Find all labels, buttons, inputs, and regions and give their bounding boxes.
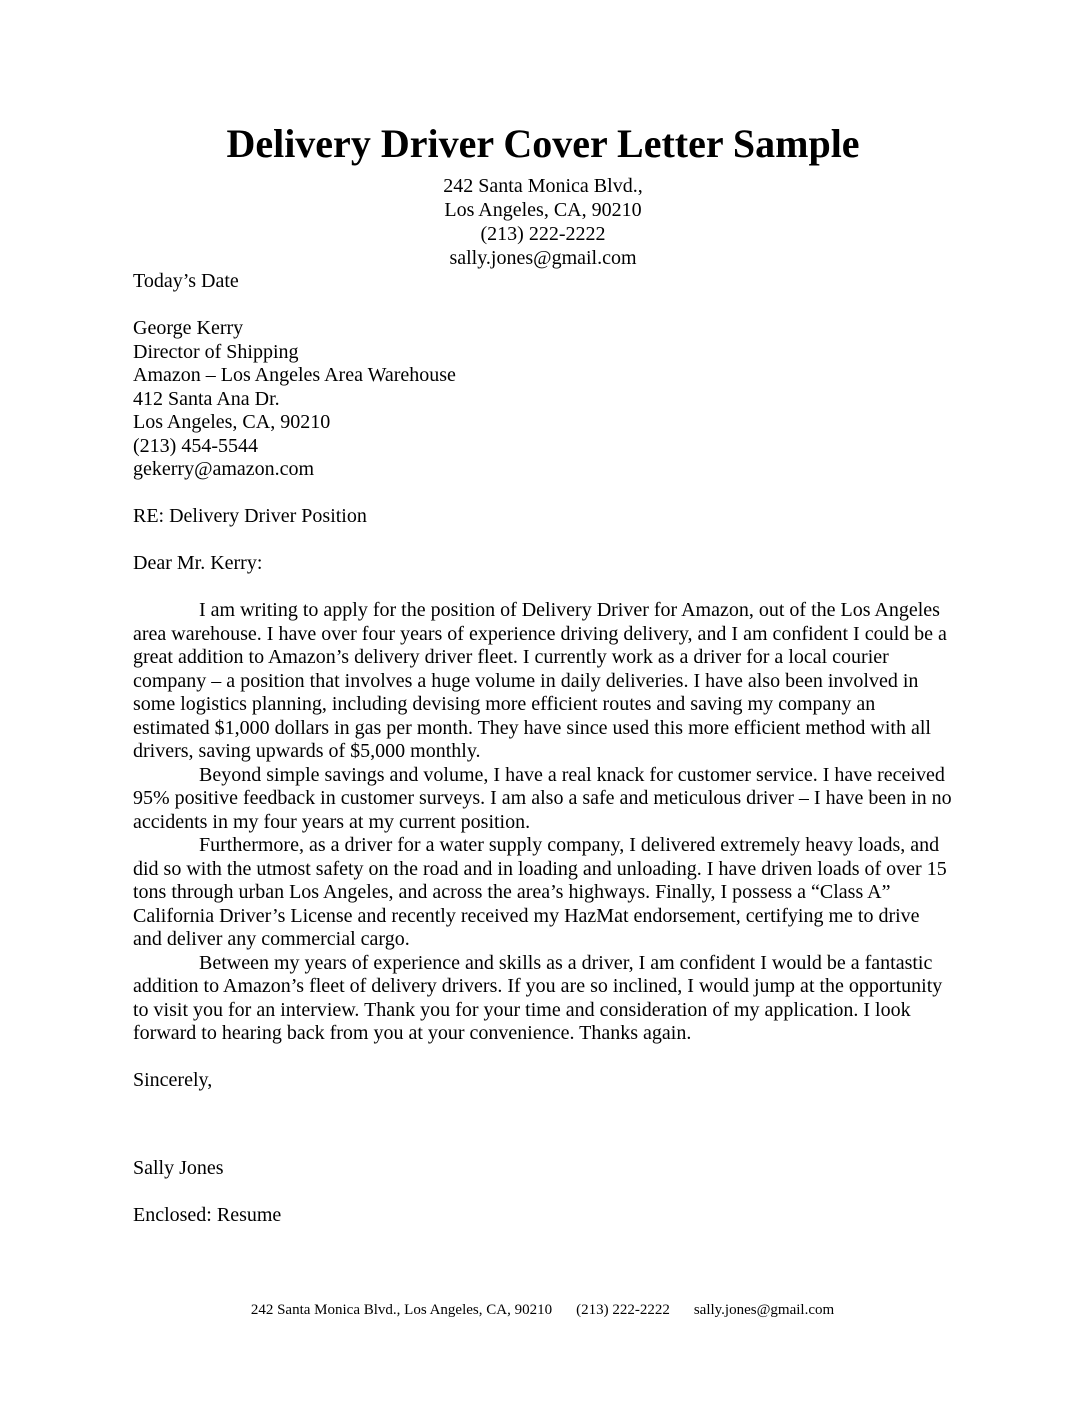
recipient-job-title: Director of Shipping bbox=[133, 340, 299, 363]
body-paragraph-3: Furthermore, as a driver for a water supply company, I delivered extremely heavy loads, and did so with the utmost safety on the road and in loading and unloading. I have driven loads of over 15 tons through urban Los Angeles, and across the area’s highways. Finally, I possess a “Class A” California Driver’s License and recently received my HazMat endorsement, certifying me to drive and deliver any commercial cargo. bbox=[133, 834, 947, 950]
body-paragraph-1: I am writing to apply for the position of Delivery Driver for Amazon, out of the Los Angeles area warehouse. I have over four years of experience driving delivery, and I am confident I could be a great addition to Amazon’s delivery driver fleet. I currently work as a driver for a local courier company – a position that involves a huge volume in daily deliveries. I have also been involved in some logistics planning, including devising more efficient routes and saving my company an estimated $1,000 dollars in gas per month. They have since used this more efficient method with all drivers, saving upwards of $5,000 monthly. bbox=[133, 599, 947, 762]
sender-phone: (213) 222-2222 bbox=[480, 223, 606, 245]
recipient-address-line1: 412 Santa Ana Dr. bbox=[133, 387, 280, 410]
recipient-block bbox=[133, 317, 953, 482]
sender-address-line1: 242 Santa Monica Blvd., bbox=[443, 175, 643, 197]
date-line: Today’s Date bbox=[133, 270, 239, 292]
sender-email: sally.jones@gmail.com bbox=[449, 247, 637, 269]
document-title: Delivery Driver Cover Letter Sample bbox=[226, 121, 860, 166]
letter-body bbox=[133, 599, 953, 1046]
recipient-phone: (213) 454-5544 bbox=[133, 434, 258, 457]
enclosure-line: Enclosed: Resume bbox=[133, 1203, 282, 1226]
recipient-name: George Kerry bbox=[133, 317, 244, 339]
salutation: Dear Mr. Kerry: bbox=[133, 552, 263, 574]
recipient-address-line2: Los Angeles, CA, 90210 bbox=[133, 411, 331, 433]
recipient-email: gekerry@amazon.com bbox=[133, 458, 315, 480]
body-paragraph-4: Between my years of experience and skills as a driver, I am confident I would be a fantastic addition to Amazon’s fleet of delivery drivers. If you are so inclined, I would jump at the opportunity to visit you for an interview. Thank you for your time and consideration of my application. I look forward to hearing back from you at your convenience. Thanks again. bbox=[133, 951, 943, 1044]
signature-name: Sally Jones bbox=[133, 1156, 224, 1179]
sender-contact-block bbox=[133, 174, 953, 270]
subject-line: RE: Delivery Driver Position bbox=[133, 505, 367, 527]
footer-email: sally.jones@gmail.com bbox=[693, 1302, 835, 1318]
body-paragraph-2: Beyond simple savings and volume, I have a real knack for customer service. I have received 95% positive feedback in customer surveys. I am also a safe and meticulous driver – I have been in no accidents in my four years at my current position. bbox=[133, 763, 952, 833]
footer-address: 242 Santa Monica Blvd., Los Angeles, CA, 90210 bbox=[250, 1302, 553, 1318]
sender-address-line2: Los Angeles, CA, 90210 bbox=[444, 199, 642, 221]
footer-phone: (213) 222-2222 bbox=[576, 1302, 670, 1318]
recipient-company: Amazon – Los Angeles Area Warehouse bbox=[133, 364, 456, 386]
sign-off: Sincerely, bbox=[133, 1069, 213, 1091]
page-footer bbox=[0, 1301, 1085, 1319]
